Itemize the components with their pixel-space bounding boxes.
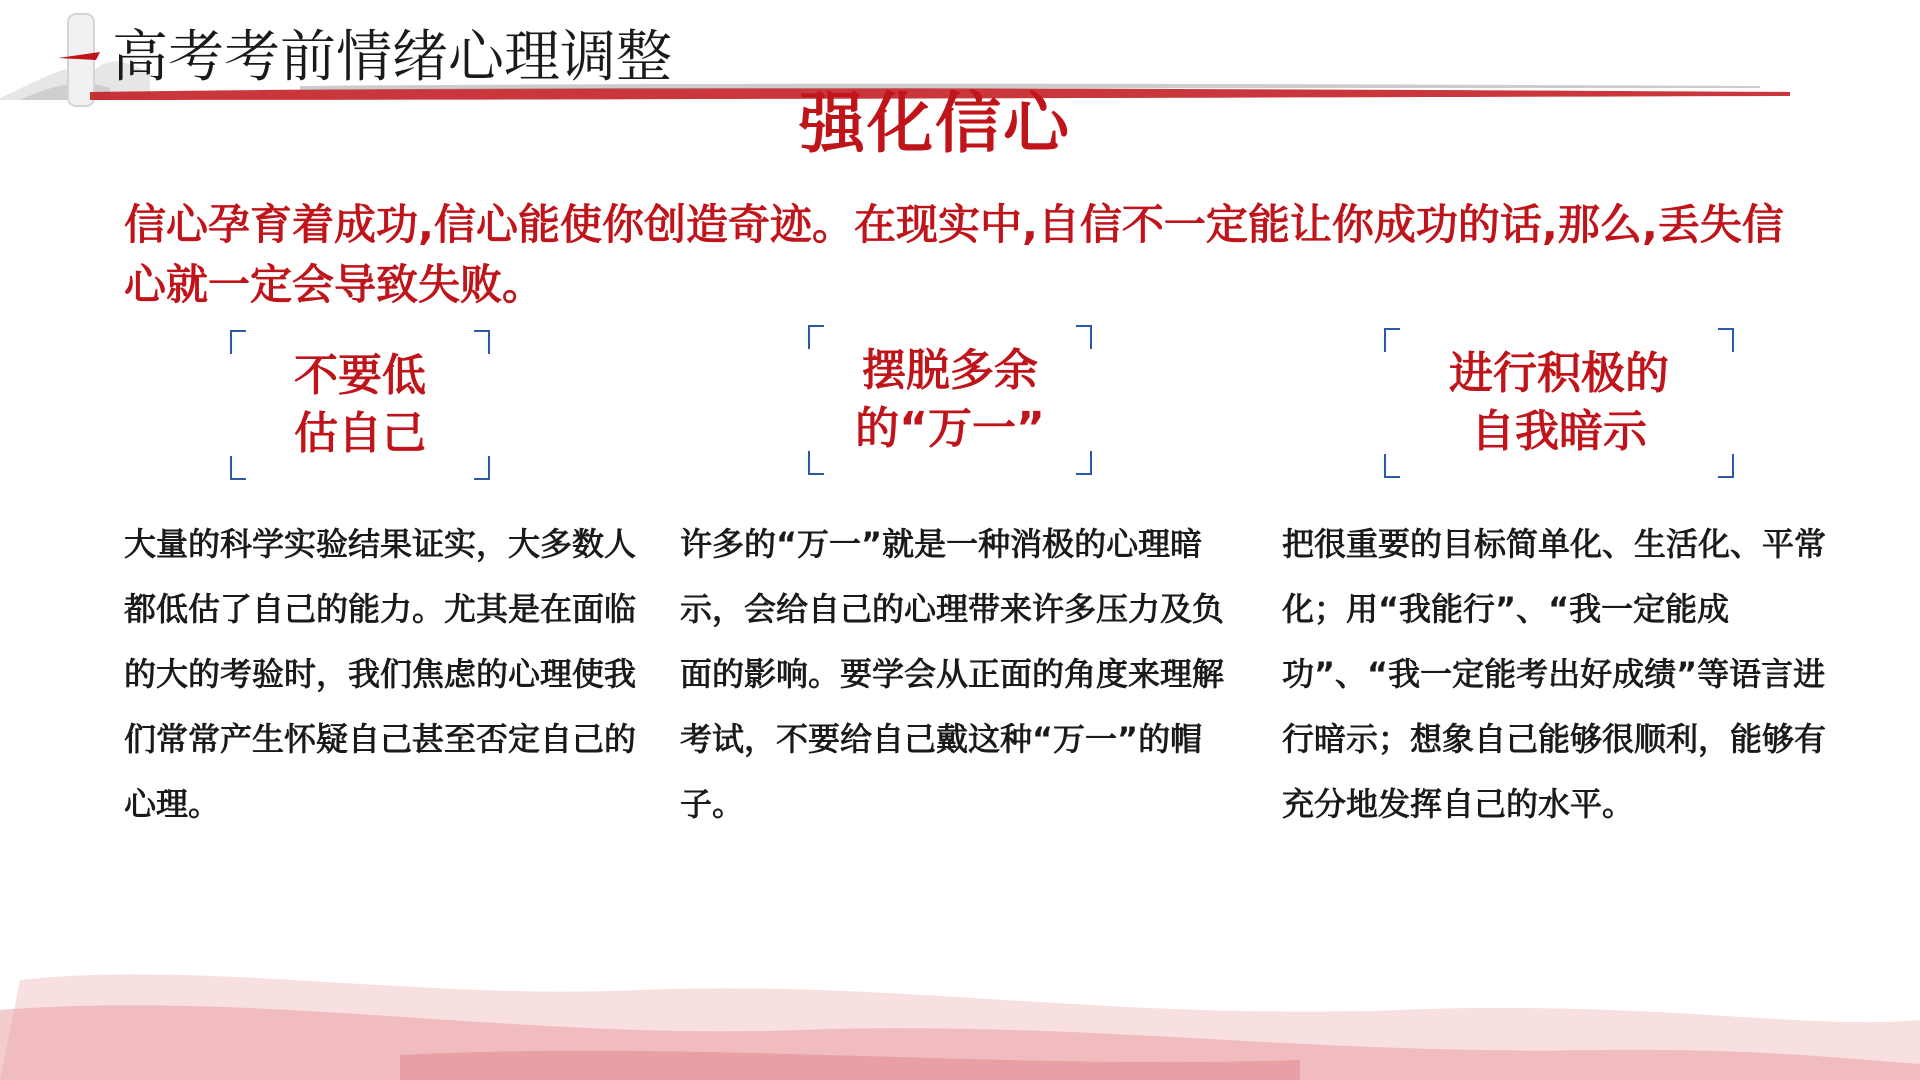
bracket-corner bbox=[1718, 454, 1734, 478]
slide-title: 强化信心 bbox=[799, 85, 1071, 162]
header-title: 高考考前情绪心理调整 bbox=[112, 25, 672, 90]
bracket-corner bbox=[1384, 328, 1400, 352]
column-heading: 进行积极的自我暗示 bbox=[1449, 348, 1669, 457]
bracket-corner bbox=[230, 330, 246, 354]
bracket-corner bbox=[474, 330, 490, 354]
bracket-corner bbox=[474, 456, 490, 480]
bracket-corner bbox=[1718, 328, 1734, 352]
column-body: 许多的“万一”就是一种消极的心理暗示，会给自己的心理带来许多压力及负面的影响。要学会从正面的角度来理解考试，不要给自己戴这种“万一”的帽子。 bbox=[680, 525, 1225, 823]
column-heading: 摆脱多余的“万一” bbox=[855, 345, 1045, 454]
bracket-corner bbox=[230, 456, 246, 480]
bracket-corner bbox=[808, 325, 824, 349]
bracket-corner bbox=[1384, 454, 1400, 478]
bracket-corner bbox=[808, 451, 824, 475]
column-body: 把很重要的目标简单化、生活化、平常化；用“我能行”、“我一定能成功”、“我一定能考出好成绩”等语言进行暗示；想象自己能够很顺利，能够有充分地发挥自己的水平。 bbox=[1282, 525, 1827, 823]
column-heading-box bbox=[808, 325, 1092, 475]
intro-paragraph: 信心孕育着成功,信心能使你创造奇迹。在现实中,自信不一定能让你成功的话,那么,丢失信心就一定会导致失败。 bbox=[124, 200, 1784, 309]
column-heading: 不要低估自己 bbox=[294, 350, 426, 459]
column-body: 大量的科学实验结果证实，大多数人都低估了自己的能力。尤其是在面临的大的考验时，我们焦虑的心理使我们常常产生怀疑自己甚至否定自己的心理。 bbox=[124, 525, 637, 823]
column-heading-box bbox=[230, 330, 490, 480]
column-heading-box bbox=[1384, 328, 1734, 478]
bracket-corner bbox=[1076, 451, 1092, 475]
footer-decoration bbox=[0, 960, 1920, 1080]
bracket-corner bbox=[1076, 325, 1092, 349]
